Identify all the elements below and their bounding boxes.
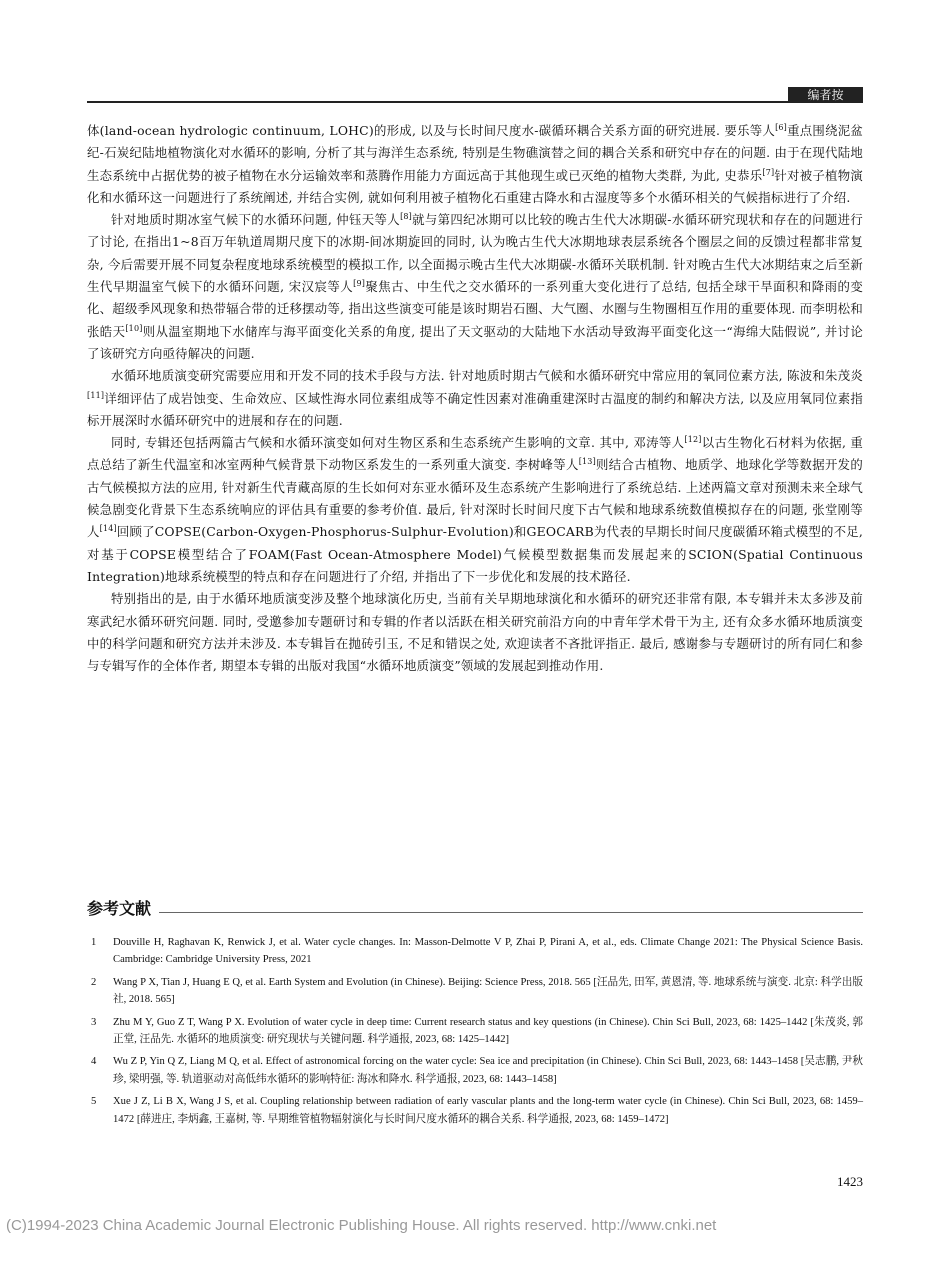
- text-run: 就与第四纪冰期可以比较的晚古生代大冰期碳-水循环研究现状和存在的问题进行了讨论, 在指出1~8百万年轨道周期尺度下的冰期-间冰期旋回的同时, 认为晚古生代大冰期地球表层系统各个圈层之间的反馈过程都非常复杂, 今后需要开展不同复杂程度地球系统模型的模拟工作, 以全面揭示晚古生代大冰期碳-水循环关联机制. 针对晚古生代大冰期结束之后至新生代早期温室气候下的水循环问题, 宋汉宸等人: [87, 212, 863, 295]
- reference-number: 4: [91, 1056, 97, 1068]
- paragraph-1: [87, 120, 863, 209]
- text-run: 针对地质时期冰室气候下的水循环问题, 仲钰天等人: [111, 212, 401, 228]
- paragraph-4: [87, 432, 863, 588]
- citation-ref[interactable]: [6]: [775, 122, 787, 132]
- reference-list: [87, 934, 863, 1133]
- header-rule: [87, 101, 863, 103]
- citation-ref[interactable]: [7]: [762, 167, 775, 177]
- citation-ref[interactable]: [13]: [578, 457, 596, 467]
- reference-number: 5: [91, 1096, 97, 1108]
- references-title: 参考文献: [87, 898, 155, 920]
- reference-text: Xue J Z, Li B X, Wang J S, et al. Coupling relationship between radiation of early vascular plants and the long-term water cycle (in Chinese). Chin Sci Bull, 2023, 68: 1459–1472 [薛进庄, 李炳鑫, 王嘉树, 等. 早期维管植物辐射演化与长时间尺度水循环的耦合关系. 科学通报, 2023, 68: 1459–1472]: [113, 1096, 863, 1125]
- reference-item: [87, 974, 863, 1009]
- text-run: 则从温室期地下水储库与海平面变化关系的角度, 提出了天文驱动的大陆地下水活动导致海平面变化这一“海绵大陆假说”, 并讨论了该研究方向亟待解决的问题.: [87, 323, 863, 361]
- paragraph-5: [87, 588, 863, 677]
- reference-number: 3: [91, 1016, 97, 1028]
- reference-text: Wu Z P, Yin Q Z, Liang M Q, et al. Effect of astronomical forcing on the water cycle: Sea ice and precipitation (in Chinese). Chin Sci Bull, 2023, 68: 1443–1458 [吴志鹏, 尹秋珍, 梁明强, 等. 轨道驱动对高低纬水循环的影响特征: 海冰和降水. 科学通报, 2023, 68: 1443–1458]: [113, 1056, 863, 1085]
- reference-item: [87, 1053, 863, 1088]
- reference-text: Zhu M Y, Guo Z T, Wang P X. Evolution of water cycle in deep time: Current research status and key questions (in Chinese). Chin Sci Bull, 2023, 68: 1425–1442 [朱茂炎, 郭正堂, 汪品先. 水循环的地质演变: 研究现状与关键问题. 科学通报, 2023, 68: 1425–1442]: [113, 1016, 863, 1046]
- reference-text: Douville H, Raghavan K, Renwick J, et al. Water cycle changes. In: Masson-Delmotte V P, Zhai P, Pirani A, et al., eds. Climate Change 2021: The Physical Science Basis. Cambridge: Cambridge University Press, 2021: [113, 937, 863, 966]
- article-body: [87, 120, 863, 677]
- text-run: 重点围绕泥盆纪-石炭纪陆地植物演化对水循环的影响, 分析了其与海洋生态系统, 特别是生物礁演替之间的耦合关系和研究中存在的问题. 由于在现代陆地生态系统中占据优势的被子植物在水分运输效率和蒸腾作用能力方面远高于其他现生或已灭绝的植物大类群, 为此, 史恭乐: [87, 123, 863, 183]
- citation-ref[interactable]: [12]: [684, 435, 702, 445]
- citation-ref[interactable]: [10]: [125, 323, 143, 333]
- text-run: 回顾了COPSE(Carbon-Oxygen-Phosphorus-Sulphur-Evolution)和GEOCARB为代表的早期长时间尺度碳循环箱式模型的不足, 对基于COPSE模型结合了FOAM(Fast Ocean-Atmosphere Model)气候模型数据集而发展起来的SCION(Spatial Continuous Integration)地球系统模型的特点和存在问题进行了介绍, 并指出了下一步优化和发展的技术路径.: [87, 524, 864, 584]
- reference-item: [87, 1093, 863, 1128]
- page-number: 1423: [837, 1174, 863, 1189]
- text-run: 则结合古植物、地质学、地球化学等数据开发的古气候模拟方法的应用, 针对新生代青藏高原的生长如何对东亚水循环及生态系统产生影响进行了系统总结. 上述两篇文章对预测未来全球气候急剧变化背景下生态系统响应的评估具有重要的参考价值. 最后, 针对深时长时间尺度下古气候和地球系统数值模拟存在的问题, 张堂刚等人: [87, 457, 863, 540]
- section-tag: 编者按: [788, 87, 863, 103]
- references-rule: [159, 912, 863, 913]
- text-run: 以古生物化石材料为依据, 重点总结了新生代温室和冰室两种气候背景下动物区系发生的一系列重大演变. 李树峰等人: [87, 435, 863, 473]
- text-run: 特别指出的是, 由于水循环地质演变涉及整个地球演化历史, 当前有关早期地球演化和水循环的研究还非常有限, 本专辑并未太多涉及前寒武纪水循环研究问题. 同时, 受邀参加专题研讨和专辑的作者以活跃在相关研究前沿方向的中青年学术骨干为主, 还有众多水循环地质演变中的科学问题和研究方法并未涉及. 本专辑旨在抛砖引玉, 不足和错误之处, 欢迎读者不吝批评指正. 最后, 感谢参与专题研讨的所有同仁和参与专辑写作的全体作者, 期望本专辑的出版对我国“水循环地质演变”领域的发展起到推动作用.: [87, 591, 863, 674]
- text-run: 水循环地质演变研究需要应用和开发不同的技术手段与方法. 针对地质时期古气候和水循环研究中常应用的氧同位素方法, 陈波和朱茂炎: [111, 368, 863, 384]
- text-run: 聚焦古、中生代之交水循环的一系列重大变化进行了总结, 包括全球干旱面积和降雨的变化、超级季风现象和热带辐合带的迁移摆动等, 指出这些演变可能是该时期岩石圈、大气圈、水圈与生物圈相互作用的重要体现. 而李明松和张皓天: [87, 279, 863, 339]
- text-run: 详细评估了成岩蚀变、生命效应、区域性海水同位素组成等不确定性因素对准确重建深时古温度的制约和解决方法, 以及应用氧同位素指标开展深时水循环研究中的进展和存在的问题.: [87, 390, 863, 428]
- reference-item: [87, 934, 863, 969]
- references-heading: [87, 898, 863, 920]
- paragraph-3: [87, 365, 863, 432]
- reference-number: 1: [91, 937, 97, 948]
- text-run: 同时, 专辑还包括两篇古气候和水循环演变如何对生物区系和生态系统产生影响的文章. 其中, 邓涛等人: [111, 435, 685, 451]
- text-run: 体(land-ocean hydrologic continuum, LOHC)的形成, 以及与长时间尺度水-碳循环耦合关系方面的研究进展. 要乐等人: [87, 123, 776, 138]
- paragraph-2: [87, 209, 863, 365]
- copyright-notice: (C)1994-2023 China Academic Journal Electronic Publishing House. All rights reserved. http://www.cnki.net: [6, 1217, 717, 1234]
- reference-number: 2: [91, 976, 97, 988]
- citation-ref[interactable]: [11]: [87, 390, 105, 400]
- citation-ref[interactable]: [14]: [99, 524, 117, 534]
- citation-ref[interactable]: [9]: [353, 278, 366, 288]
- reference-text: Wang P X, Tian J, Huang E Q, et al. Earth System and Evolution (in Chinese). Beijing: Science Press, 2018. 565 [汪品先, 田军, 黄恩清, 等. 地球系统与演变. 北京: 科学出版社, 2018. 565]: [113, 976, 863, 1006]
- reference-item: [87, 1014, 863, 1049]
- citation-ref[interactable]: [8]: [400, 212, 412, 222]
- text-run: 针对被子植物演化和水循环这一问题进行了系统阐述, 并结合实例, 就如何利用被子植物化石重建古降水和古湿度等多个水循环相关的气候指标进行了介绍.: [87, 167, 863, 205]
